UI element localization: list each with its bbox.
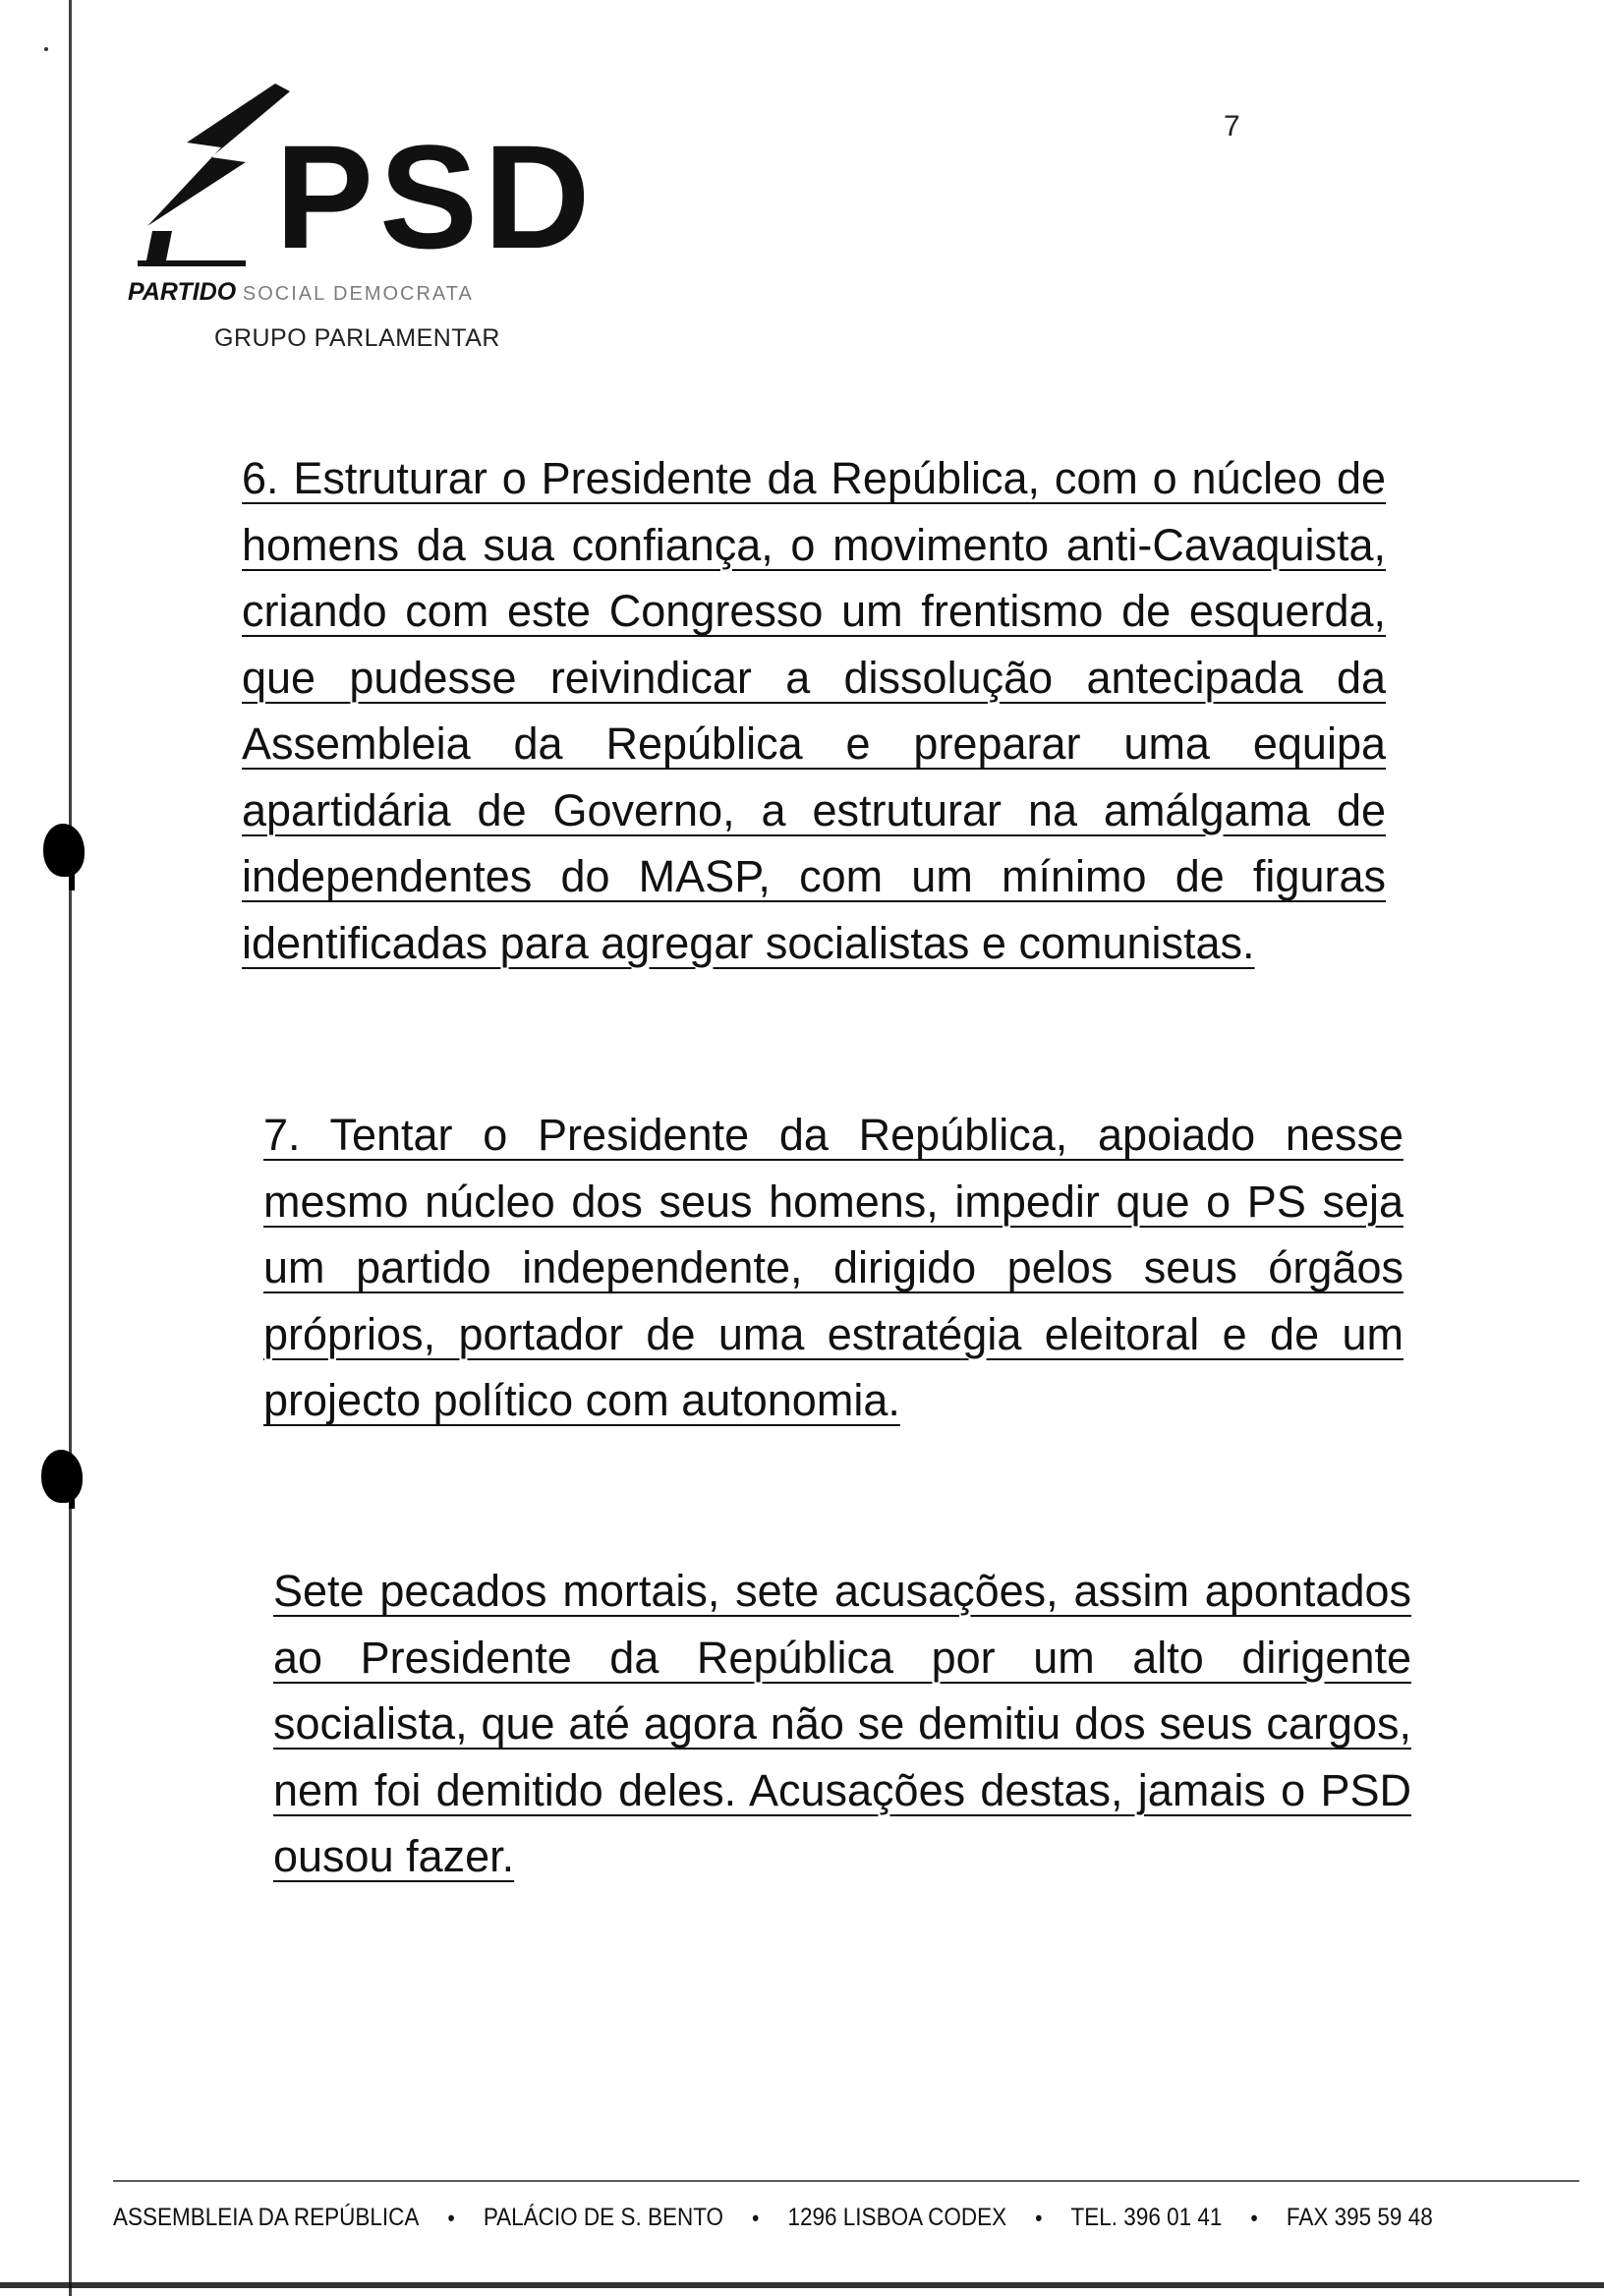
footer-separator: • <box>1250 2205 1258 2230</box>
footer-separator: • <box>1035 2205 1043 2230</box>
footer-institution: ASSEMBLEIA DA REPÚBLICA <box>113 2204 420 2231</box>
logo-wordmark <box>275 114 597 279</box>
punch-hole-bottom-tail <box>69 1489 75 1509</box>
party-label-faded: SOCIAL DEMOCRATA <box>242 283 474 305</box>
page-bottom-edge <box>0 2282 1604 2288</box>
party-name <box>128 278 474 307</box>
footer-address <box>113 2204 1433 2232</box>
logo-wordmark-text: PSD <box>275 114 597 279</box>
footer-palace: PALÁCIO DE S. BENTO <box>483 2204 724 2231</box>
footer-postal: 1296 LISBOA CODEX <box>787 2204 1007 2231</box>
party-label: PARTIDO <box>128 278 237 306</box>
footer-separator: • <box>752 2205 760 2230</box>
paragraph-conclusion: Sete pecados mortais, sete acusações, assim apontados ao Presidente da República por um alto dirigente socialista, que até agora não se demitiu dos seus cargos, nem foi demitido deles. Acusações destas, jamais o PSD ousou fazer. <box>273 1566 1411 1881</box>
punch-hole-top-tail <box>69 865 75 890</box>
paragraph-item-6: 6. Estruturar o Presidente da República, com o núcleo de homens da sua confiança, o movimento anti-Cavaquista, criando com este Congresso um frentismo de esquerda, que pudesse reivindicar a dissolução antecipada da Assembleia da República e preparar uma equipa apartidária de Governo, a estruturar na amálgama de independentes do MASP, com um mínimo de figuras identificadas para agregar socialistas e comunistas. <box>242 453 1386 968</box>
footer-separator: • <box>447 2205 455 2230</box>
psd-logo <box>128 84 600 280</box>
psd-arrow-icon <box>128 84 295 280</box>
scan-speck <box>44 47 48 51</box>
footer-divider <box>113 2180 1579 2182</box>
paragraph-item-7: 7. Tentar o Presidente da República, apoiado nesse mesmo núcleo dos seus homens, impedir que o PS seja um partido independente, dirigido pelos seus órgãos próprios, portador de uma estratégia eleitoral e de um projecto político com autonomia. <box>263 1110 1404 1425</box>
margin-rule <box>69 0 72 2296</box>
punch-hole-top <box>43 824 85 877</box>
page-number: 7 <box>1224 110 1240 143</box>
footer-tel: TEL. 396 01 41 <box>1070 2204 1223 2231</box>
punch-hole-bottom <box>41 1450 83 1503</box>
footer-fax: FAX 395 59 48 <box>1286 2204 1433 2231</box>
parliamentary-group: GRUPO PARLAMENTAR <box>214 324 500 352</box>
